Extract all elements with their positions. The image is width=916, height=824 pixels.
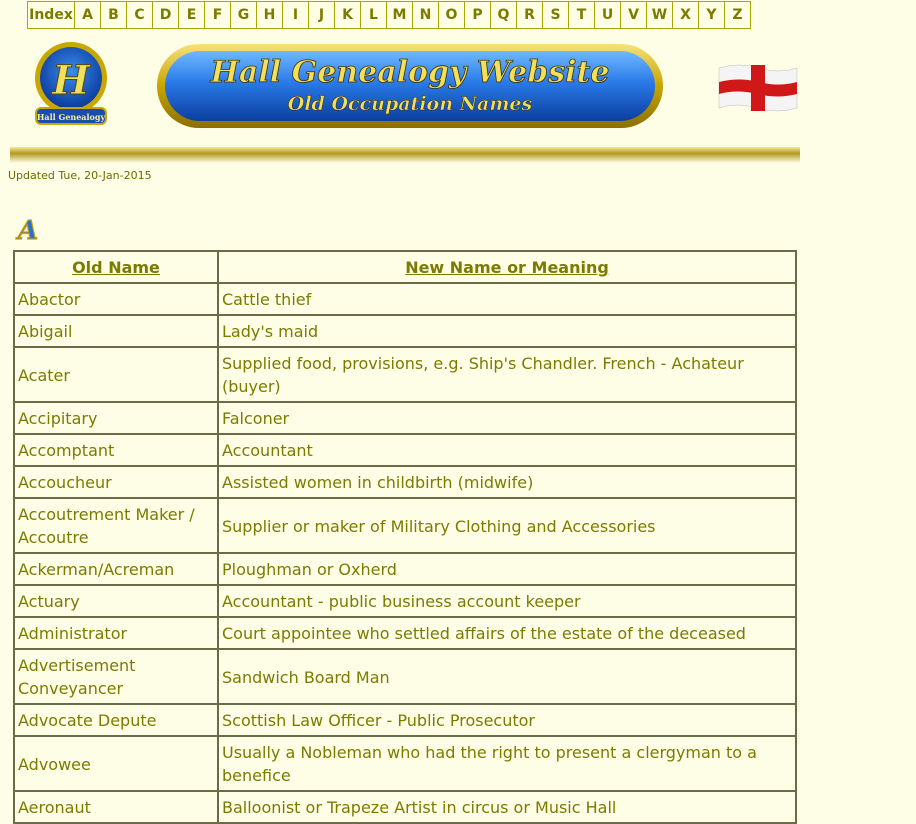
col-new-name[interactable]: [218, 251, 796, 283]
old-name-cell: Abactor: [14, 283, 218, 315]
col-old-name[interactable]: [14, 251, 218, 283]
nav-letter-b[interactable]: B: [100, 1, 127, 29]
nav-letter-f[interactable]: F: [204, 1, 231, 29]
old-name-cell: Accoucheur: [14, 466, 218, 498]
old-name-cell: Advowee: [14, 736, 218, 791]
nav-letter-m[interactable]: M: [386, 1, 413, 29]
table-row: [14, 402, 796, 434]
table-row: [14, 617, 796, 649]
nav-letter-c[interactable]: C: [126, 1, 153, 29]
table-row: [14, 736, 796, 791]
table-row: [14, 649, 796, 704]
nav-letter-x[interactable]: X: [672, 1, 699, 29]
col-new-name-label[interactable]: New Name or Meaning: [405, 258, 609, 277]
table-row: [14, 347, 796, 402]
logo-caption: Hall Genealogy: [36, 112, 106, 122]
old-name-cell: Advocate Depute: [14, 704, 218, 736]
old-name-cell: Accoutrement Maker / Accoutre: [14, 498, 218, 553]
meaning-cell: Sandwich Board Man: [218, 649, 796, 704]
banner-subtitle: Old Occupation Names: [287, 93, 533, 115]
table-header-row: [14, 251, 796, 283]
english-flag-icon: [717, 62, 799, 114]
section-letter: A: [17, 216, 39, 244]
nav-letter-k[interactable]: K: [334, 1, 361, 29]
nav-letter-i[interactable]: I: [282, 1, 309, 29]
section-letter-a: [14, 214, 42, 244]
hall-genealogy-logo[interactable]: [33, 40, 109, 130]
nav-letter-q[interactable]: Q: [490, 1, 517, 29]
old-name-cell: Acater: [14, 347, 218, 402]
meaning-cell: Usually a Nobleman who had the right to present a clergyman to a benefice: [218, 736, 796, 791]
site-banner: [155, 40, 665, 134]
table-row: [14, 553, 796, 585]
nav-letter-p[interactable]: P: [464, 1, 491, 29]
table-row: [14, 434, 796, 466]
table-row: [14, 315, 796, 347]
meaning-cell: Supplied food, provisions, e.g. Ship's Chandler. French - Achateur (buyer): [218, 347, 796, 402]
banner-title: Hall Genealogy Website: [210, 55, 610, 90]
table-body: [14, 283, 796, 823]
nav-letter-n[interactable]: N: [412, 1, 439, 29]
nav-letter-v[interactable]: V: [620, 1, 647, 29]
old-name-cell: Accipitary: [14, 402, 218, 434]
header-divider: [10, 147, 800, 163]
old-name-cell: Administrator: [14, 617, 218, 649]
old-name-cell: Ackerman/Acreman: [14, 553, 218, 585]
nav-index-link[interactable]: Index: [27, 1, 75, 29]
table-row: [14, 283, 796, 315]
meaning-cell: Ploughman or Oxherd: [218, 553, 796, 585]
occupations-table: [13, 250, 797, 824]
meaning-cell: Falconer: [218, 402, 796, 434]
col-old-name-label[interactable]: Old Name: [72, 258, 160, 277]
old-name-cell: Actuary: [14, 585, 218, 617]
meaning-cell: Assisted women in childbirth (midwife): [218, 466, 796, 498]
nav-letter-s[interactable]: S: [542, 1, 569, 29]
logo-letter: H: [52, 57, 90, 104]
nav-letter-z[interactable]: Z: [724, 1, 751, 29]
nav-letter-g[interactable]: G: [230, 1, 257, 29]
nav-letter-u[interactable]: U: [594, 1, 621, 29]
nav-letter-d[interactable]: D: [152, 1, 179, 29]
nav-letter-o[interactable]: O: [438, 1, 465, 29]
meaning-cell: Cattle thief: [218, 283, 796, 315]
nav-letter-w[interactable]: W: [646, 1, 673, 29]
nav-letter-l[interactable]: L: [360, 1, 387, 29]
table-row: [14, 466, 796, 498]
old-name-cell: Accomptant: [14, 434, 218, 466]
nav-letter-r[interactable]: R: [516, 1, 543, 29]
meaning-cell: Court appointee who settled affairs of the estate of the deceased: [218, 617, 796, 649]
nav-letter-e[interactable]: E: [178, 1, 205, 29]
meaning-cell: Accountant: [218, 434, 796, 466]
meaning-cell: Balloonist or Trapeze Artist in circus or Music Hall: [218, 791, 796, 823]
table-row: [14, 791, 796, 823]
updated-date: Updated Tue, 20-Jan-2015: [8, 169, 152, 182]
nav-letter-h[interactable]: H: [256, 1, 283, 29]
old-name-cell: Aeronaut: [14, 791, 218, 823]
alphabet-nav: [27, 1, 750, 29]
old-name-cell: Abigail: [14, 315, 218, 347]
table-row: [14, 498, 796, 553]
meaning-cell: Accountant - public business account keeper: [218, 585, 796, 617]
table-row: [14, 585, 796, 617]
meaning-cell: Lady's maid: [218, 315, 796, 347]
old-name-cell: Advertisement Conveyancer: [14, 649, 218, 704]
table-row: [14, 704, 796, 736]
nav-letter-y[interactable]: Y: [698, 1, 725, 29]
nav-letter-j[interactable]: J: [308, 1, 335, 29]
nav-letter-t[interactable]: T: [568, 1, 595, 29]
nav-letter-a[interactable]: A: [74, 1, 101, 29]
meaning-cell: Supplier or maker of Military Clothing and Accessories: [218, 498, 796, 553]
meaning-cell: Scottish Law Officer - Public Prosecutor: [218, 704, 796, 736]
